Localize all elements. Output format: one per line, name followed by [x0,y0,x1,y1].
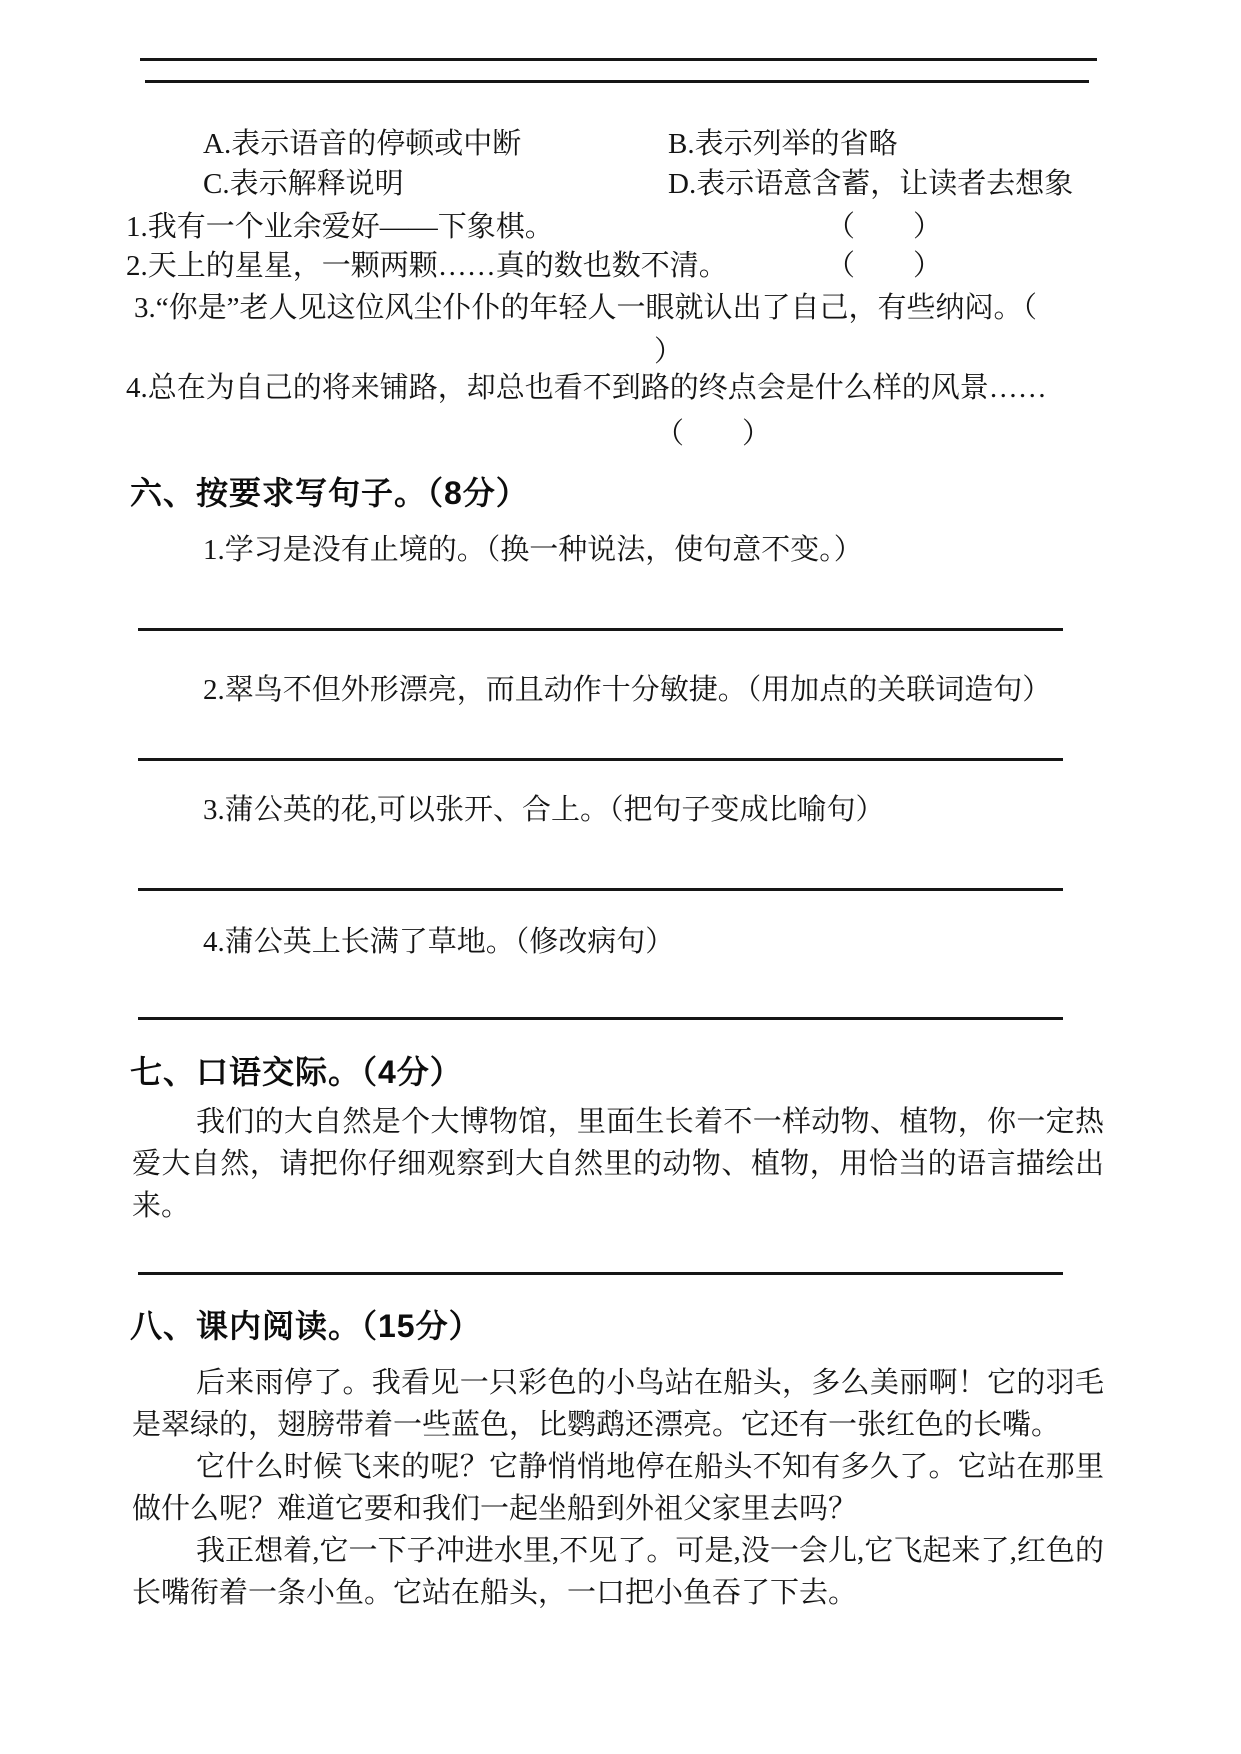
classify-question-4-answer-slot: （ ） [655,418,772,450]
passage-paragraph-1: 后来雨停了。我看见一只彩色的小鸟站在船头，多么美丽啊！它的羽毛是翠绿的，翅膀带着一些蓝色，比鹦鹉还漂亮。它还有一张红色的长嘴。 [132,1367,1104,1441]
section-seven-prompt [132,1101,1104,1227]
classify-question-2-answer-slot: （ ） [826,250,943,282]
choice-option-c: C.表示解释说明 [203,168,404,200]
classify-question-1-answer-slot: （ ） [826,211,943,243]
classify-question-2-text: 2.天上的星星，一颗两颗……真的数也数不清。 [126,250,728,282]
choice-option-a: A.表示语音的停顿或中断 [203,128,522,160]
section-seven-heading: 七、口语交际。（4分） [130,1054,463,1090]
section-six-heading: 六、按要求写句子。（8分） [130,475,529,511]
answer-line-3 [138,888,1063,891]
answer-line-4 [138,1017,1063,1020]
passage-paragraph-2: 它什么时候飞来的呢？它静悄悄地停在船头不知有多久了。它站在那里做什么呢？难道它要和我们一起坐船到外祖父家里去吗？ [132,1451,1104,1525]
classify-question-3-answer-slot: ） [654,336,684,368]
section-six-item-3: 3.蒲公英的花,可以张开、合上。（把句子变成比喻句） [203,794,885,826]
passage-paragraph-3: 我正想着,它一下子冲进水里,不见了。可是,没一会儿,它飞起来了,红色的长嘴衔着一条小鱼。它站在船头，一口把小鱼吞了下去。 [132,1535,1104,1609]
header-rule-bottom [145,80,1089,83]
header-rule-top [140,58,1097,61]
choice-option-d: D.表示语意含蓄，让读者去想象 [668,168,1074,200]
section-eight-heading: 八、课内阅读。（15分） [130,1308,482,1344]
section-six-item-1: 1.学习是没有止境的。（换一种说法，使句意不变。） [203,534,863,566]
answer-line-5 [138,1272,1063,1275]
choice-option-b: B.表示列举的省略 [668,128,898,160]
answer-line-2 [138,758,1063,761]
classify-question-1-text: 1.我有一个业余爱好——下象棋。 [126,211,554,243]
classify-question-3-text: 3.“你是”老人见这位风尘仆仆的年轻人一眼就认出了自己，有些纳闷。（ [134,292,1037,324]
reading-passage [132,1362,1104,1614]
section-seven-paragraph: 我们的大自然是个大博物馆，里面生长着不一样动物、植物，你一定热爱大自然，请把你仔细观察到大自然里的动物、植物，用恰当的语言描绘出来。 [132,1106,1104,1222]
section-six-item-4: 4.蒲公英上长满了草地。（修改病句） [203,926,675,958]
answer-line-1 [138,628,1063,631]
section-six-item-2: 2.翠鸟不但外形漂亮，而且动作十分敏捷。（用加点的关联词造句） [203,674,1052,706]
classify-question-4-text: 4.总在为自己的将来铺路，却总也看不到路的终点会是什么样的风景…… [126,372,1047,404]
